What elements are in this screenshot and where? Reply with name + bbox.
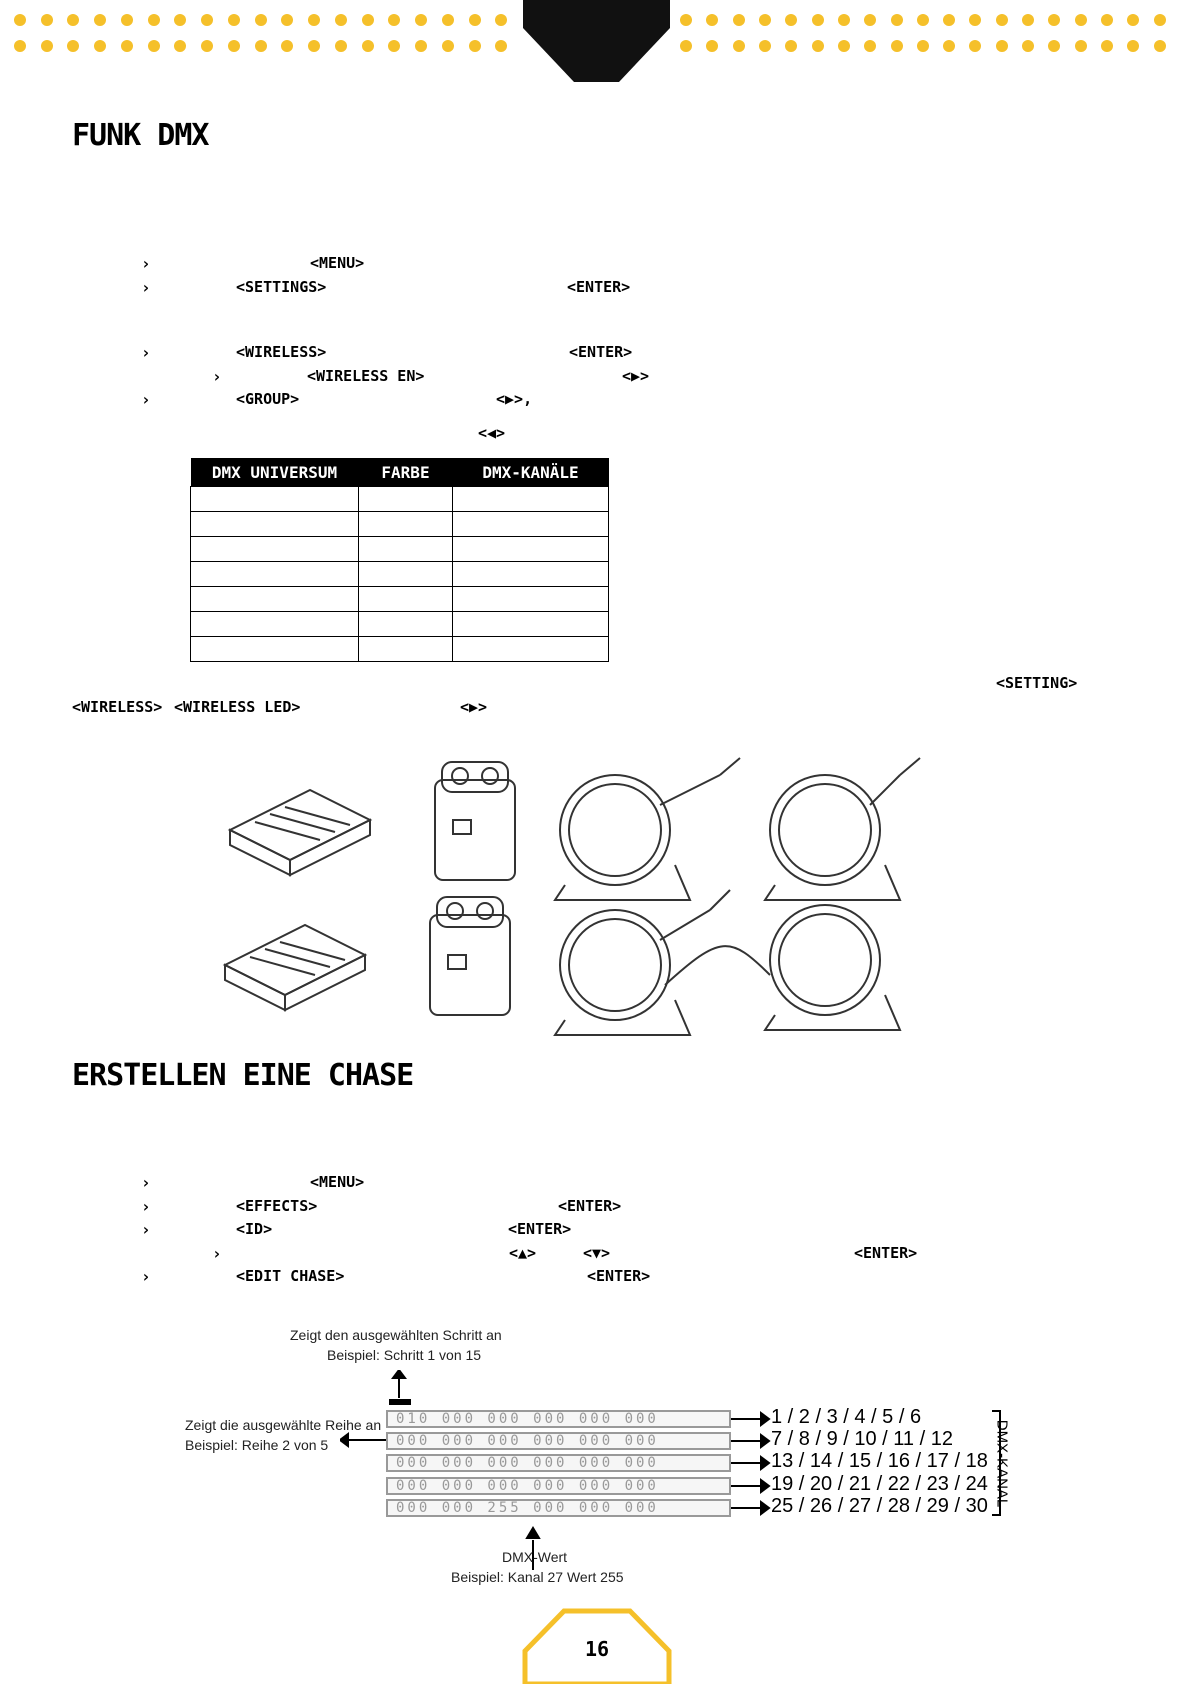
header-dot [1127,14,1139,26]
header-dot [41,14,53,26]
header-dot [969,40,981,52]
chase-step-3-enter: <ENTER> [508,1220,572,1238]
lcd-row-3: 000 000 000 000 000 000 [386,1454,731,1472]
header-dot [943,14,955,26]
header-dot [1048,14,1060,26]
header-dot [388,40,400,52]
table-row [191,562,609,587]
chase-step-3-chevron: › [141,1220,151,1239]
header-dot [891,40,903,52]
header-dot [969,14,981,26]
funk-step-4-arrow: <▶> [622,367,650,385]
step-caption-line-2: Beispiel: Schritt 1 von 15 [327,1347,482,1363]
par-fixture-bottom-2 [765,905,900,1030]
led-note-wireless-led: <WIRELESS LED> [174,698,301,716]
header-dot [495,14,507,26]
channel-arrows [731,1410,771,1520]
dmx-universe-table [190,458,609,662]
chase-step-2-chevron: › [141,1197,151,1216]
header-dot [148,40,160,52]
table-header-channels: DMX-KANÄLE [453,458,609,487]
header-dot [335,14,347,26]
header-dot [281,14,293,26]
chase-step-4-chevron: › [212,1244,222,1263]
funk-step-1-menu: <MENU> [310,254,365,272]
header-dot [1154,14,1166,26]
battery-uplight-bottom [430,897,510,1015]
header-dot [469,40,481,52]
header-dot [917,40,929,52]
header-dot [255,40,267,52]
header-dot [733,14,745,26]
funk-step-5-chevron: › [141,390,151,409]
header-dot [228,14,240,26]
header-dot [1022,40,1034,52]
header-dot [174,40,186,52]
header-dot [838,40,850,52]
par-fixture-top-2 [765,758,920,900]
header-dot [996,40,1008,52]
header-dot [308,40,320,52]
header-dot [415,14,427,26]
header-dots-right [680,14,1180,58]
chase-title: ERSTELLEN EINE CHASE [72,1058,414,1093]
header-dot [255,14,267,26]
header-dot [785,40,797,52]
table-row [191,487,609,512]
funk-step-6-arrow: <◀> [478,424,506,442]
header-dot [335,40,347,52]
header-dot [1127,40,1139,52]
channel-row-3: 13 / 14 / 15 / 16 / 17 / 18 [771,1450,988,1472]
funk-dmx-title: FUNK DMX [72,118,209,153]
channel-row-4: 19 / 20 / 21 / 22 / 23 / 24 [771,1473,988,1495]
funk-step-2-settings: <SETTINGS> [236,278,327,296]
chase-step-4-enter: <ENTER> [854,1244,918,1262]
header-dot [1154,40,1166,52]
par-fixture-top-1 [555,758,740,900]
lcd-row-1: 010 000 000 000 000 000 [386,1410,731,1428]
chase-step-5-enter: <ENTER> [587,1267,651,1285]
header-dot [785,14,797,26]
dmx-kanal-axis-label: DMX-KANAL [993,1419,1011,1508]
led-note-arrow: <▶> [460,698,488,716]
header-dot [1075,40,1087,52]
chase-step-1-menu: <MENU> [310,1173,365,1191]
battery-uplight-top [435,762,515,880]
header-dot [121,14,133,26]
header-dot [680,40,692,52]
header-dot [864,14,876,26]
lcd-row-5: 000 000 255 000 000 000 [386,1499,731,1517]
header-dot [281,40,293,52]
funk-step-2-chevron: › [141,278,151,297]
value-caption-line-2: Beispiel: Kanal 27 Wert 255 [451,1569,624,1585]
header-dot [14,14,26,26]
header-dot [415,40,427,52]
funk-step-4-chevron: › [212,367,222,386]
lcd-row-2: 000 000 000 000 000 000 [386,1432,731,1450]
funk-step-1-chevron: › [141,254,151,273]
header-dot [917,14,929,26]
header-dot [121,40,133,52]
table-row [191,612,609,637]
chase-step-1-chevron: › [141,1173,151,1192]
channel-row-1: 1 / 2 / 3 / 4 / 5 / 6 [771,1406,922,1428]
lcd-row-4: 000 000 000 000 000 000 [386,1477,731,1495]
table-row [191,512,609,537]
channel-row-2: 7 / 8 / 9 / 10 / 11 / 12 [771,1428,953,1450]
funk-step-5-arrow: <▶>, [496,390,533,408]
header-dot [94,14,106,26]
funk-step-4-wireless-en: <WIRELESS EN> [307,367,425,385]
value-caption-line-1: DMX-Wert [502,1549,568,1565]
funk-step-2-enter: <ENTER> [567,278,631,296]
header-tab-shape [523,0,670,84]
header-dot [228,40,240,52]
dmx-transmitter-top [230,790,370,875]
chase-step-4-down: <▼> [583,1244,611,1262]
header-dot [14,40,26,52]
chase-step-2-enter: <ENTER> [558,1197,622,1215]
header-dot [362,40,374,52]
chase-step-4-up: <▲> [509,1244,537,1262]
wireless-setup-illustration [220,750,940,1040]
header-dot [891,14,903,26]
header-dot [362,14,374,26]
header-dot [1101,14,1113,26]
header-dot [1022,14,1034,26]
header-dot [759,40,771,52]
funk-step-3-chevron: › [141,343,151,362]
header-dot [41,40,53,52]
dmx-cable [665,946,770,985]
header-dot [996,14,1008,26]
table-row [191,587,609,612]
row-caption-line-2: Beispiel: Reihe 2 von 5 [185,1437,329,1453]
header-dot [838,14,850,26]
header-dots-left [14,14,522,58]
chase-step-5-chevron: › [141,1267,151,1286]
dmx-transmitter-bottom [225,925,365,1010]
header-dot [812,40,824,52]
header-dot [174,14,186,26]
header-dot [388,14,400,26]
table-header-color: FARBE [359,458,453,487]
channel-row-5: 25 / 26 / 27 / 28 / 29 / 30 [771,1495,988,1517]
header-dot [1048,40,1060,52]
table-row [191,537,609,562]
header-dot [706,40,718,52]
header-dot [706,14,718,26]
header-dot [442,14,454,26]
header-dot [201,40,213,52]
row-caption-line-1: Zeigt die ausgewählte Reihe an [185,1417,382,1433]
par-fixture-bottom-1 [555,890,730,1035]
header-dot [442,40,454,52]
header-dot [680,14,692,26]
header-dot [94,40,106,52]
funk-step-5-group: <GROUP> [236,390,300,408]
led-note-setting: <SETTING> [996,674,1078,692]
header-dot [759,14,771,26]
funk-step-3-enter: <ENTER> [569,343,633,361]
page-number: 16 [584,1637,610,1661]
header-dot [1101,40,1113,52]
header-dot [67,40,79,52]
header-dot [148,14,160,26]
chase-step-2-effects: <EFFECTS> [236,1197,318,1215]
header-dot [469,14,481,26]
header-dot [864,40,876,52]
header-dot [943,40,955,52]
chase-step-5-edit-chase: <EDIT CHASE> [236,1267,345,1285]
header-dot [308,14,320,26]
led-note-wireless: <WIRELESS> [72,698,163,716]
table-header-universe: DMX UNIVERSUM [191,458,359,487]
funk-step-3-wireless: <WIRELESS> [236,343,327,361]
header-dot [201,14,213,26]
header-dot [495,40,507,52]
header-dot [733,40,745,52]
chase-step-3-id: <ID> [236,1220,273,1238]
header-dot [67,14,79,26]
header-dot [812,14,824,26]
table-row [191,637,609,662]
step-caption-line-1: Zeigt den ausgewählten Schritt an [290,1327,502,1343]
header-dot [1075,14,1087,26]
